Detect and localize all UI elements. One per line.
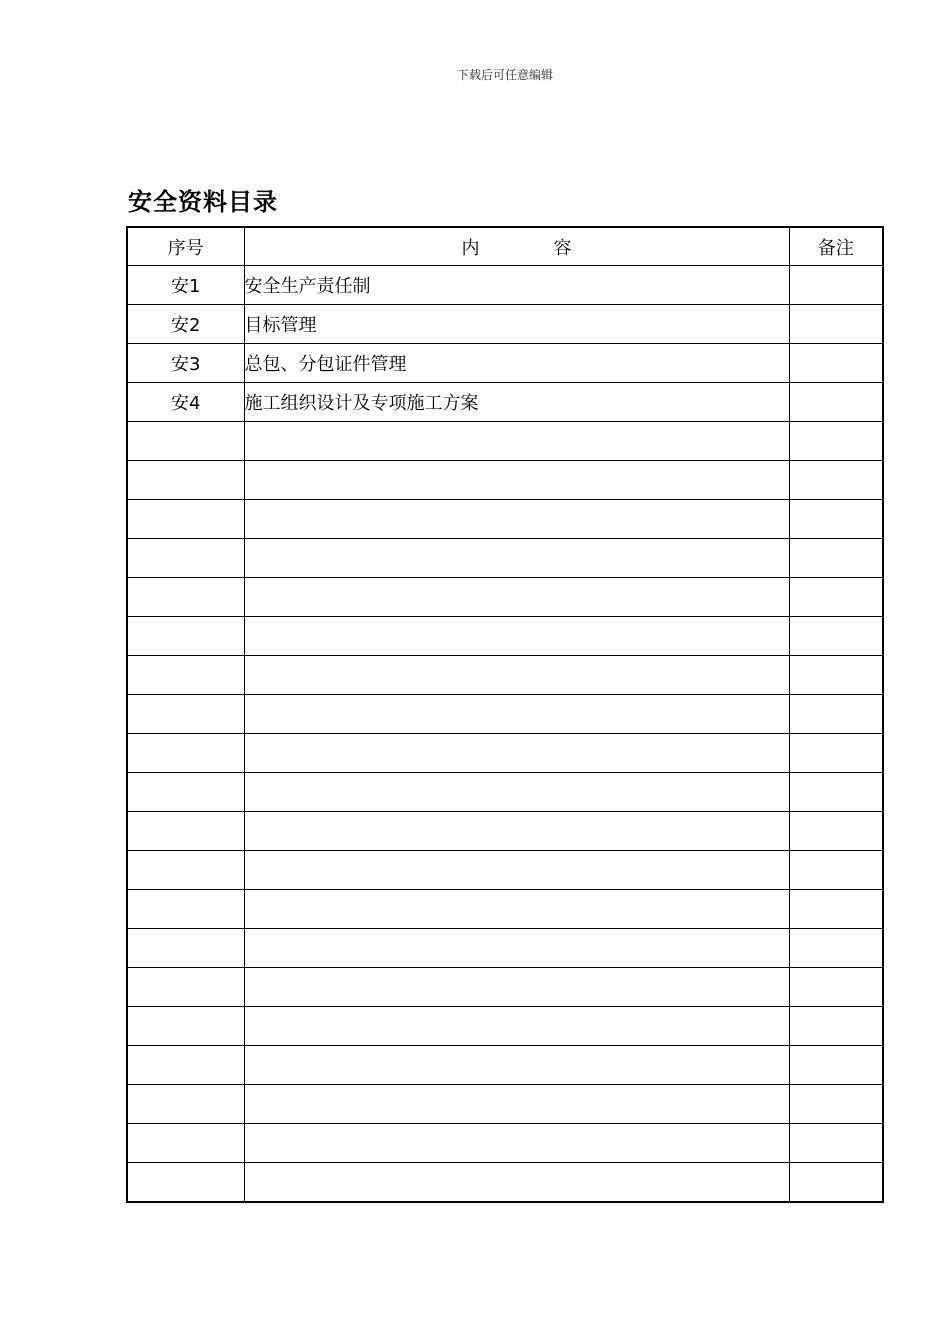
table-row <box>127 1046 883 1085</box>
row-seq <box>127 695 244 734</box>
row-remark <box>789 968 883 1007</box>
row-content: 安全生产责任制 <box>244 266 789 305</box>
page-header: 下载后可任意编辑 <box>456 68 553 82</box>
row-content <box>244 695 789 734</box>
row-content <box>244 539 789 578</box>
row-seq: 安1 <box>127 266 244 305</box>
row-content <box>244 1163 789 1203</box>
table-row <box>127 500 883 539</box>
row-remark <box>789 1046 883 1085</box>
row-seq <box>127 422 244 461</box>
toc-table <box>126 226 884 1203</box>
row-seq <box>127 1124 244 1163</box>
row-content <box>244 617 789 656</box>
table-row <box>127 422 883 461</box>
row-content <box>244 851 789 890</box>
row-remark <box>789 305 883 344</box>
row-remark <box>789 890 883 929</box>
row-content <box>244 500 789 539</box>
table-row <box>127 773 883 812</box>
row-remark <box>789 422 883 461</box>
table-row <box>127 344 883 383</box>
row-seq <box>127 812 244 851</box>
row-content <box>244 1124 789 1163</box>
row-content <box>244 1046 789 1085</box>
row-seq <box>127 968 244 1007</box>
row-seq <box>127 1085 244 1124</box>
row-seq <box>127 773 244 812</box>
table-row <box>127 929 883 968</box>
table-row <box>127 968 883 1007</box>
row-remark <box>789 539 883 578</box>
header-remark: 备注 <box>789 227 883 266</box>
table-row <box>127 1085 883 1124</box>
header-content <box>244 227 789 266</box>
row-seq <box>127 461 244 500</box>
table-row <box>127 1163 883 1203</box>
table-row <box>127 617 883 656</box>
table-row <box>127 851 883 890</box>
row-seq <box>127 1046 244 1085</box>
header-content-left: 内 <box>461 237 480 259</box>
header-seq: 序号 <box>127 227 244 266</box>
row-content <box>244 890 789 929</box>
row-seq <box>127 1163 244 1203</box>
row-seq <box>127 500 244 539</box>
row-seq <box>127 1007 244 1046</box>
row-seq: 安2 <box>127 305 244 344</box>
table-body <box>127 266 883 1203</box>
row-remark <box>789 812 883 851</box>
row-seq <box>127 851 244 890</box>
row-remark <box>789 383 883 422</box>
table-row <box>127 266 883 305</box>
row-seq <box>127 890 244 929</box>
row-remark <box>789 851 883 890</box>
table-row <box>127 461 883 500</box>
row-content: 目标管理 <box>244 305 789 344</box>
table-row <box>127 695 883 734</box>
row-seq <box>127 929 244 968</box>
table-row <box>127 383 883 422</box>
row-remark <box>789 266 883 305</box>
document-title: 安全资料目录 <box>128 188 278 216</box>
row-content <box>244 773 789 812</box>
table-row <box>127 1007 883 1046</box>
row-content <box>244 578 789 617</box>
row-remark <box>789 500 883 539</box>
table-row <box>127 305 883 344</box>
table-row <box>127 539 883 578</box>
row-remark <box>789 734 883 773</box>
row-remark <box>789 1124 883 1163</box>
row-content: 总包、分包证件管理 <box>244 344 789 383</box>
row-content: 施工组织设计及专项施工方案 <box>244 383 789 422</box>
table-row <box>127 890 883 929</box>
row-content <box>244 461 789 500</box>
row-content <box>244 734 789 773</box>
row-remark <box>789 773 883 812</box>
row-content <box>244 422 789 461</box>
row-remark <box>789 1163 883 1203</box>
row-remark <box>789 929 883 968</box>
row-remark <box>789 656 883 695</box>
row-seq <box>127 578 244 617</box>
row-seq <box>127 539 244 578</box>
row-seq: 安4 <box>127 383 244 422</box>
table-row <box>127 734 883 773</box>
row-content <box>244 1007 789 1046</box>
row-content <box>244 968 789 1007</box>
row-remark <box>789 617 883 656</box>
row-remark <box>789 578 883 617</box>
row-remark <box>789 344 883 383</box>
row-remark <box>789 695 883 734</box>
row-remark <box>789 1007 883 1046</box>
row-seq: 安3 <box>127 344 244 383</box>
row-seq <box>127 656 244 695</box>
row-content <box>244 656 789 695</box>
row-content <box>244 929 789 968</box>
row-seq <box>127 734 244 773</box>
header-content-right: 容 <box>553 237 572 259</box>
table-row <box>127 578 883 617</box>
row-remark <box>789 1085 883 1124</box>
table-row <box>127 656 883 695</box>
table-row <box>127 1124 883 1163</box>
row-seq <box>127 617 244 656</box>
row-content <box>244 1085 789 1124</box>
table-header-row <box>127 227 883 266</box>
row-content <box>244 812 789 851</box>
table-row <box>127 812 883 851</box>
row-remark <box>789 461 883 500</box>
